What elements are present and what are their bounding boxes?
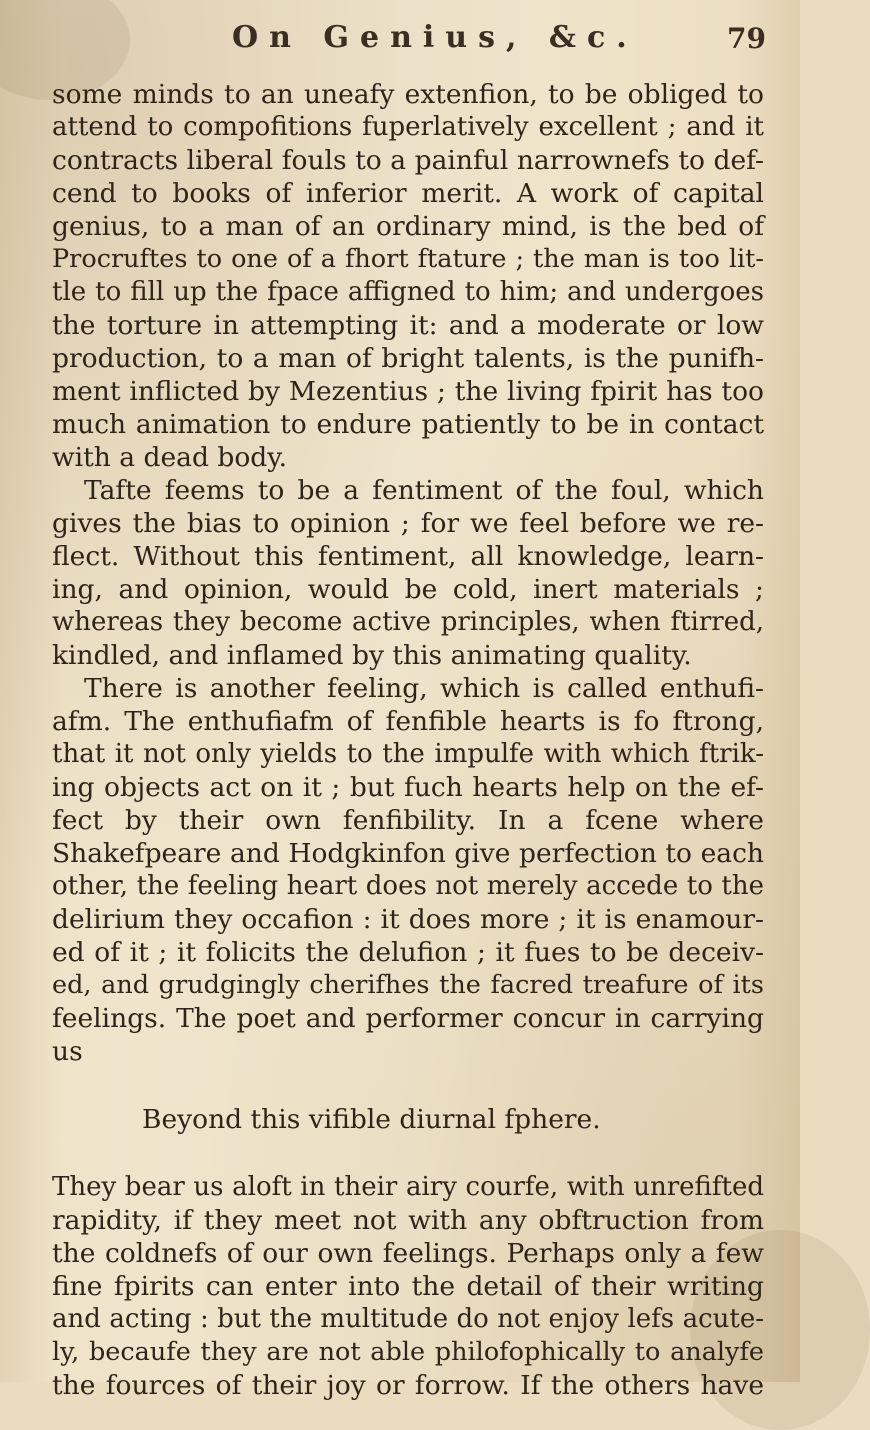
text-line: ing, and opinion, would be cold, inert materials ; [52,574,764,605]
text-line: genius, to a man of an ordinary mind, is the bed of [52,211,764,242]
text-line: afm. The enthufiafm of fenfible hearts is fo ftrong, [52,706,764,737]
text-line: ly, becaufe they are not able philofophically to analyfe [52,1337,764,1367]
text-line: ed of it ; it folicits the delufion ; it fues to be deceiv- [52,937,764,968]
text-line: Procruftes to one of a fhort ftature ; the man is too lit- [52,244,764,274]
text-line: There is another feeling, which is called enthufi- [84,673,764,704]
text-line: the coldnefs of our own feelings. Perhaps only a few [52,1238,764,1269]
text-line: flect. Without this fentiment, all knowledge, learn- [52,541,764,572]
text-line: attend to compofitions fuperlatively excellent ; and it [52,112,764,142]
text-line: tle to fill up the fpace affigned to him; and undergoes [52,277,764,307]
text-line: us [52,1036,83,1067]
text-line: fect by their own fenfibility. In a fcene where [52,805,764,836]
text-line: contracts liberal fouls to a painful narrownefs to def- [52,145,764,176]
text-line: They bear us aloft in their airy courfe, with unrefifted [52,1172,764,1202]
text-line: Shakefpeare and Hodgkinfon give perfection to each [52,838,764,869]
text-line: and acting : but the multitude do not enjoy lefs acute- [52,1304,764,1334]
text-line: delirium they occafion : it does more ; it is enamour- [52,904,764,935]
running-head [0,6,800,66]
running-title: On Genius, &c. [232,20,638,55]
text-line: feelings. The poet and performer concur in carrying [52,1003,764,1034]
text-line: much animation to endure patiently to be in contact [52,409,764,440]
quoted-verse: Beyond this vifible diurnal fphere. [142,1104,601,1135]
text-line: whereas they become active principles, when ftirred, [52,607,764,637]
text-line: fine fpirits can enter into the detail of their writing [52,1271,764,1302]
text-line: kindled, and inflamed by this animating quality. [52,640,692,671]
text-line: with a dead body. [52,442,288,473]
text-line: the torture in attempting it: and a moderate or low [52,310,764,341]
text-line: ment inflicted by Mezentius ; the living fpirit has too [52,376,764,407]
text-line: some minds to an uneafy extenfion, to be obliged to [52,79,764,110]
text-line: that it not only yields to the impulfe with which ftrik- [52,739,764,769]
text-line: Tafte feems to be a fentiment of the foul, which [84,475,764,506]
text-line: production, to a man of bright talents, is the punifh- [52,343,764,374]
text-line: cend to books of inferior merit. A work of capital [52,178,764,209]
text-line: gives the bias to opinion ; for we feel before we re- [52,508,764,539]
text-line: ed, and grudgingly cherifhes the facred treafure of its [52,970,764,1000]
text-line: the fources of their joy or forrow. If the others have [52,1370,764,1401]
text-line: ing objects act on it ; but fuch hearts help on the ef- [52,772,764,803]
page-number: 79 [727,22,766,55]
text-line: other, the feeling heart does not merely accede to the [52,871,764,901]
text-line: rapidity, if they meet not with any obftruction from [52,1205,764,1236]
